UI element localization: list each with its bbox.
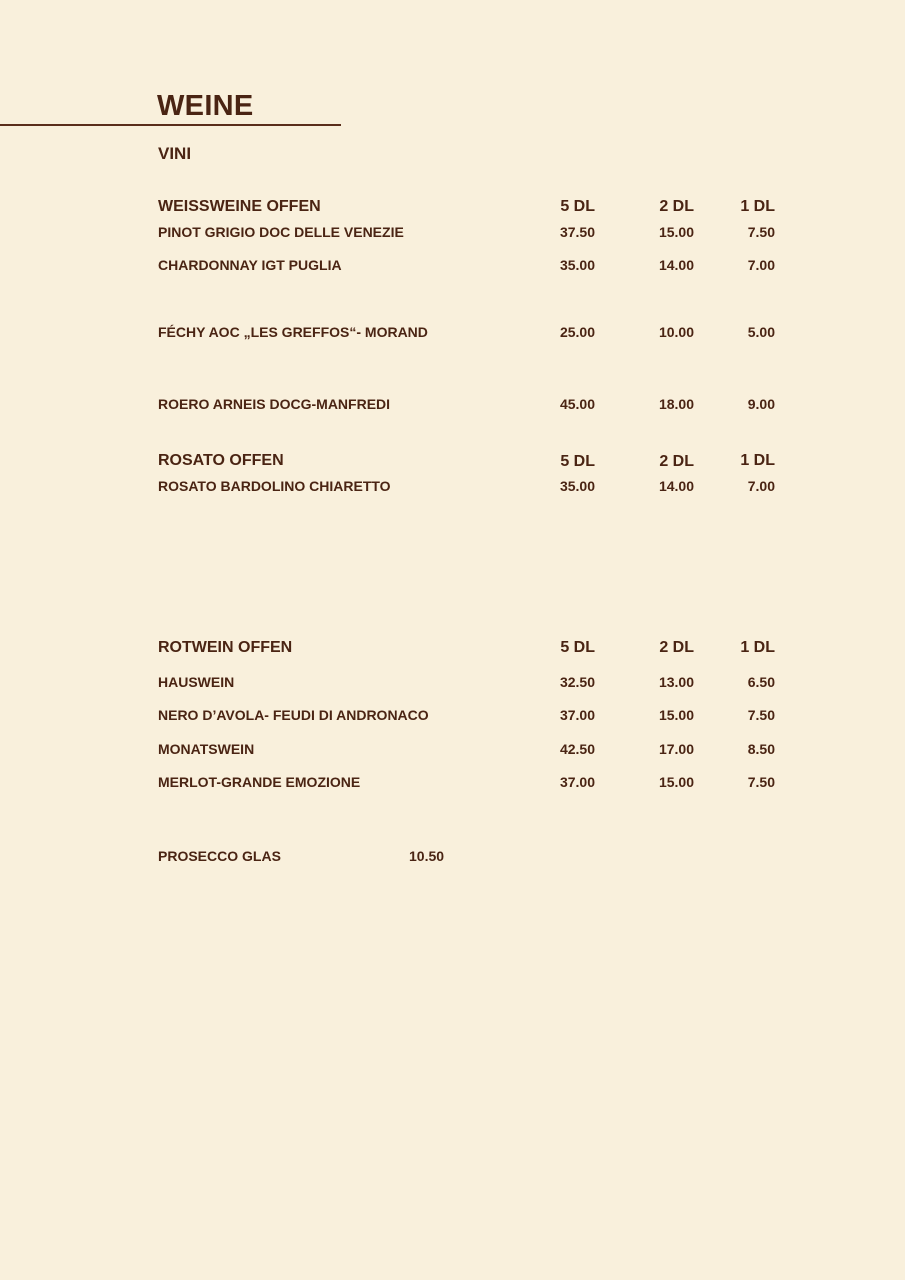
price-2dl: 15.00 [658,224,694,240]
price-5dl: 35.00 [559,257,595,273]
column-header-5dl: 5 DL [560,198,595,215]
title-divider [0,124,341,126]
price-1dl: 5.00 [747,324,775,340]
wine-name: ROERO ARNEIS DOCG-MANFREDI [158,396,391,412]
wine-name: PINOT GRIGIO DOC DELLE VENEZIE [158,224,404,240]
price-5dl: 37.00 [559,707,595,723]
price-5dl: 37.50 [559,224,595,240]
price-2dl: 15.00 [658,774,694,790]
wine-name: MONATSWEIN [158,741,255,757]
section-heading-red: ROTWEIN OFFEN [158,639,293,656]
column-header-2dl: 2 DL [659,453,694,470]
column-header-1dl: 1 DL [740,639,775,656]
price-5dl: 25.00 [559,324,595,340]
column-header-5dl: 5 DL [560,453,595,470]
price-1dl: 7.50 [747,774,775,790]
price-2dl: 14.00 [658,257,694,273]
wine-name: HAUSWEIN [158,674,235,690]
prosecco-price: 10.50 [409,848,445,864]
section-heading-rose: ROSATO OFFEN [158,452,284,469]
column-header-1dl: 1 DL [740,452,775,469]
wine-name: NERO D’AVOLA- FEUDI DI ANDRONACO [158,707,429,723]
prosecco-name: PROSECCO GLAS [158,848,281,864]
price-1dl: 7.50 [747,224,775,240]
section-heading-white: WEISSWEINE OFFEN [158,198,321,215]
wine-name: MERLOT-GRANDE EMOZIONE [158,774,361,790]
price-1dl: 8.50 [747,741,775,757]
price-2dl: 10.00 [658,324,694,340]
column-header-5dl: 5 DL [560,639,595,656]
price-1dl: 7.00 [747,257,775,273]
column-header-2dl: 2 DL [659,198,694,215]
price-1dl: 6.50 [747,674,775,690]
page-subtitle: VINI [158,144,192,163]
price-5dl: 42.50 [559,741,595,757]
wine-name: ROSATO BARDOLINO CHIARETTO [158,478,391,494]
price-2dl: 13.00 [658,674,694,690]
price-5dl: 32.50 [559,674,595,690]
wine-name: FÉCHY AOC „LES GREFFOS“- MORAND [158,324,428,340]
price-5dl: 37.00 [559,774,595,790]
page-title: WEINE [157,90,254,122]
price-2dl: 17.00 [658,741,694,757]
price-5dl: 35.00 [559,478,595,494]
price-5dl: 45.00 [559,396,595,412]
price-2dl: 18.00 [658,396,694,412]
column-header-1dl: 1 DL [740,198,775,215]
price-2dl: 15.00 [658,707,694,723]
wine-name: CHARDONNAY IGT PUGLIA [158,257,342,273]
price-1dl: 7.00 [747,478,775,494]
price-1dl: 9.00 [747,396,775,412]
price-1dl: 7.50 [747,707,775,723]
column-header-2dl: 2 DL [659,639,694,656]
price-2dl: 14.00 [658,478,694,494]
